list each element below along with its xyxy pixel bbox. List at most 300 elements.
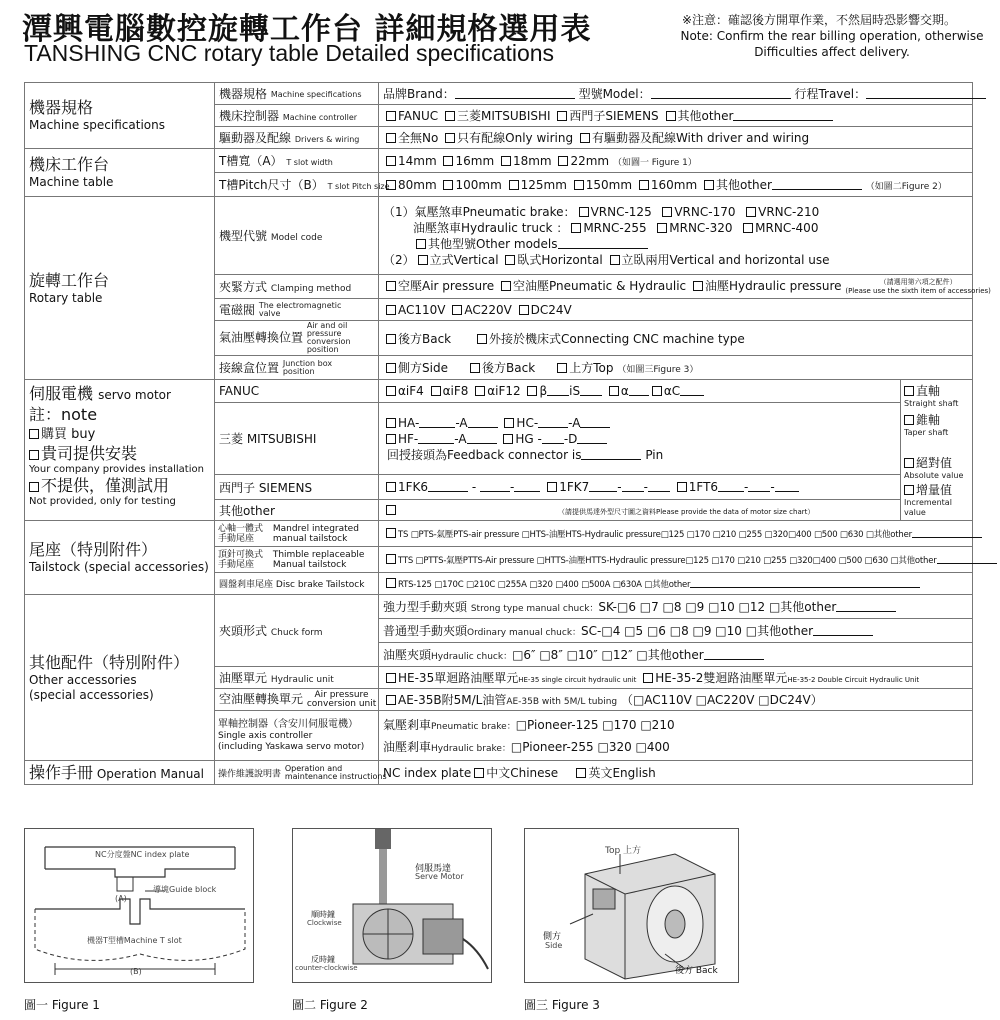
checkbox[interactable] (609, 386, 619, 396)
opt-aif8: αiF8 (442, 383, 469, 398)
f1-a-label: (A) (115, 894, 127, 903)
checkbox[interactable] (445, 111, 455, 121)
opt-22: 22mm (570, 153, 610, 168)
spec-table (24, 82, 991, 785)
checkbox[interactable] (509, 180, 519, 190)
checkbox[interactable] (386, 334, 396, 344)
field[interactable] (589, 482, 617, 492)
label-en2: Manual tailstock (272, 559, 347, 570)
label-zh: 接線盒位置 (219, 360, 280, 375)
row-label-tslot-width (215, 149, 379, 173)
checkbox[interactable] (519, 305, 529, 315)
note-label: 註：note (29, 405, 98, 424)
figure-note: （如圖二Figure 2） (865, 182, 947, 192)
row-label-valve (215, 299, 379, 321)
label-zh: 機床控制器 (219, 109, 280, 123)
label-en1: Mandrel integrated (272, 523, 359, 534)
f3-side-zh: 側方 (543, 932, 562, 942)
checkbox[interactable] (386, 554, 396, 564)
checkbox[interactable] (29, 482, 39, 492)
checkbox[interactable] (386, 180, 396, 190)
cat-zh: 操作手冊 (29, 762, 94, 782)
other-field[interactable] (733, 111, 833, 121)
opt-other: 其他other (677, 109, 734, 123)
checkbox[interactable] (558, 156, 568, 166)
label-zh2: 手動尾座 (218, 533, 255, 544)
checkbox[interactable] (574, 180, 584, 190)
sa1-en: Pneumatic brake： (431, 721, 516, 732)
options-text: TTS □PTTS-氣壓PTTS-Air pressure □HTTS-油壓HTTS-Hydraulic pressure□125 □170 □210 □255 □320□400 □500 □630 □其他other (398, 555, 937, 566)
cat-zh: 伺服電機 (29, 384, 94, 403)
servo-fanuc-label: FANUC (215, 380, 379, 403)
cat-machine (25, 83, 215, 149)
figure-2 (292, 828, 492, 983)
field[interactable] (514, 482, 540, 492)
air-opt: AE-35B附5M/L油管 (398, 693, 507, 707)
checkbox[interactable] (452, 305, 462, 315)
label-en1: Air pressure (314, 689, 369, 700)
checkbox[interactable] (386, 505, 396, 515)
air-voltage: （□AC110V □AC220V □DC24V） (620, 693, 823, 707)
opt-vrnc210: VRNC-210 (758, 204, 820, 219)
opt-siemens: 西門子SIEMENS (569, 109, 659, 123)
checkbox[interactable] (547, 482, 557, 492)
other-field[interactable] (704, 650, 764, 660)
sa2-opts: □Pioneer-255 □320 □400 (510, 739, 670, 754)
opt-1ft6: 1FT6 (688, 480, 719, 495)
opt-1fk7: 1FK7 (559, 480, 590, 495)
f3-top-label: Top 上方 (605, 846, 642, 856)
cat-en: Rotary table (29, 290, 103, 305)
manual-options (379, 761, 973, 785)
opt-chinese: 中文Chinese (486, 766, 559, 780)
f2-cw-zh: 順時鐘 (311, 910, 335, 919)
opt-150: 150mm (585, 178, 633, 192)
shaft-encoder-options (901, 380, 973, 521)
page-title-en: TANSHING CNC rotary table Detailed specifications (24, 40, 555, 66)
opt-other-model: 其他型號Other models (428, 236, 558, 251)
field[interactable] (418, 434, 454, 444)
label-zh2: 手動尾座 (218, 559, 255, 570)
checkbox[interactable] (386, 111, 396, 121)
checkbox[interactable] (431, 386, 441, 396)
suffix-d: -D (563, 431, 578, 446)
opt-1fk6: 1FK6 (398, 480, 429, 495)
opt-hg: HG - (515, 431, 542, 446)
row-label-disc-brake (215, 573, 379, 595)
field[interactable] (629, 386, 649, 396)
opt-ha: HA- (398, 415, 420, 430)
checkbox[interactable] (386, 386, 396, 396)
checkbox[interactable] (557, 363, 567, 373)
clamp-note-zh: （請選用第六項之配件） (879, 277, 957, 286)
opt-mrnc400: MRNC-400 (755, 220, 819, 235)
other-field[interactable] (772, 180, 862, 190)
chuck-strong (379, 595, 973, 619)
row-label-mandrel (215, 521, 379, 547)
drivers-options (379, 127, 973, 149)
field[interactable] (547, 386, 569, 396)
options-text: TS □PTS-氣壓PTS-air pressure □HTS-油壓HTS-Hydraulic pressure□125 □170 □210 □255 □320□400 □500 □630 □其他other (398, 529, 912, 540)
field[interactable] (577, 434, 607, 444)
opt-buy-row (29, 425, 210, 444)
checkbox[interactable] (501, 156, 511, 166)
opt-buy: 購買 buy (41, 427, 96, 442)
opt-straight-en: Straight shaft (904, 399, 959, 408)
figure-1-caption: 圖一 Figure 1 (24, 998, 100, 1012)
checkbox[interactable] (904, 458, 914, 468)
opt-incremental: 增量值 (916, 483, 953, 497)
checkbox[interactable] (904, 485, 914, 495)
ch1-en: Strong type manual chuck： (470, 604, 599, 614)
valve-options (379, 299, 973, 321)
checkbox[interactable] (743, 223, 753, 233)
pneumatic-brake-label: （1）氣壓煞車Pneumatic brake： (383, 204, 576, 219)
field[interactable] (580, 386, 602, 396)
label-en: Chuck form (270, 628, 323, 638)
label-zh: 夾緊方式 (219, 280, 268, 294)
opt-vertical: 立式Vertical (429, 252, 499, 267)
checkbox[interactable] (418, 255, 428, 265)
label-en: Model code (270, 233, 323, 243)
nc-label: NC index plate (383, 766, 472, 780)
opt-mrnc255: MRNC-255 (583, 220, 647, 235)
label-en: T slot width (286, 158, 333, 167)
checkbox[interactable] (557, 111, 567, 121)
opt-external: 外接於機床式Connecting CNC machine type (489, 331, 745, 346)
row-label-clamping (215, 275, 379, 299)
opt-incremental-en: Incremental value (904, 498, 952, 517)
ch3-zh: 油壓夾頭 (383, 648, 432, 662)
label-en: Disc brake Tailstock (275, 580, 365, 590)
checkbox[interactable] (386, 528, 396, 538)
checkbox[interactable] (386, 418, 396, 428)
checkbox[interactable] (386, 281, 396, 291)
opt-back: 後方Back (398, 331, 452, 346)
label-zh1: 心軸一體式 (218, 523, 264, 534)
suffix-a: -A (454, 431, 467, 446)
cat-en: servo motor (98, 388, 171, 402)
opt-mitsubishi: 三菱MITSUBISHI (456, 109, 551, 123)
tslot-pitch-options (379, 173, 973, 197)
sa1: 氣壓剎車 (383, 717, 432, 732)
opt-fanuc: FANUC (398, 109, 439, 123)
cat-en1: Other accessories (29, 672, 137, 687)
label-zh: 夾頭形式 (219, 624, 268, 638)
opt-vrnc125: VRNC-125 (590, 204, 652, 219)
checkbox[interactable] (445, 133, 455, 143)
feedback-field[interactable] (581, 450, 641, 460)
field[interactable] (480, 482, 510, 492)
label-en1: Thimble replaceable (272, 549, 365, 560)
mandrel-options (379, 521, 973, 547)
label-en1: Operation and (284, 763, 343, 773)
checkbox[interactable] (677, 482, 687, 492)
field[interactable] (468, 418, 498, 428)
cat-zh: 其他配件（特別附件） (29, 652, 190, 672)
label-en: Hydraulic unit (270, 675, 334, 685)
field[interactable] (648, 482, 670, 492)
checkbox[interactable] (639, 180, 649, 190)
checkbox[interactable] (666, 111, 676, 121)
row-label-conversion (215, 321, 379, 356)
air-opt-en: AE-35B with 5M/L tubing (506, 697, 618, 707)
checkbox[interactable] (416, 239, 426, 249)
opt-notprov: 不提供，僅測試用 (41, 476, 170, 495)
checkbox[interactable] (610, 255, 620, 265)
cat-machine-en: Machine specifications (29, 118, 165, 132)
label-en: Drivers & wiring (294, 135, 360, 144)
field[interactable] (775, 482, 799, 492)
ch2-en: Ordinary manual chuck： (467, 628, 582, 638)
checkbox[interactable] (470, 363, 480, 373)
row-label-air-conversion (215, 689, 379, 711)
ch2-opts: SC-□4 □5 □6 □8 □9 □10 □其他other (581, 624, 814, 638)
checkbox[interactable] (643, 673, 653, 683)
opt-wiring: 只有配線Only wiring (457, 131, 574, 145)
checkbox[interactable] (386, 482, 396, 492)
sa2-en: Hydraulic brake： (431, 743, 511, 754)
field[interactable] (538, 418, 568, 428)
row-label-tslot-pitch (215, 173, 390, 197)
model-code-options (379, 197, 973, 275)
checkbox[interactable] (386, 363, 396, 373)
row-label-hydraulic-unit (215, 667, 379, 689)
field[interactable] (419, 418, 455, 428)
opt-hc: HC- (516, 415, 539, 430)
checkbox[interactable] (657, 223, 667, 233)
ch3-en: Hydraulic chuck： (431, 652, 513, 662)
cat-tailstock (25, 521, 215, 595)
conversion-options (379, 321, 973, 356)
opt-none: 全無No (398, 131, 439, 145)
label-zh: T槽寬（A） (219, 154, 283, 168)
label-zh: 電磁閥 (219, 302, 256, 317)
checkbox[interactable] (386, 305, 396, 315)
opt-taper: 錐軸 (916, 413, 941, 427)
checkbox[interactable] (386, 673, 396, 683)
label-zh: 油壓單元 (219, 671, 268, 685)
opt-18: 18mm (512, 153, 552, 168)
label-zh: 驅動器及配線 (219, 131, 292, 145)
opt-100: 100mm (455, 178, 502, 192)
field[interactable] (680, 386, 704, 396)
checkbox[interactable] (29, 429, 39, 439)
orientation-label: （2） (383, 252, 415, 267)
other-field[interactable] (813, 626, 873, 636)
label-en2: maintenance instructions (284, 771, 387, 781)
cat-rotary (25, 197, 215, 380)
field[interactable] (580, 418, 610, 428)
notice-line-1: ※注意：確認後方開單作業，不然屆時恐影響交期。 (682, 13, 957, 27)
opt-other: 其他other (715, 178, 772, 192)
f2-cw-en: Clockwise (307, 919, 342, 927)
field[interactable] (622, 482, 644, 492)
label-en2: conversion unit (306, 698, 377, 709)
label: 三菱 MITSUBISHI (219, 432, 317, 447)
hyd2-en: HE-35-2 Double Circuit Hydraulic Unit (787, 676, 920, 684)
feedback-label: 回授接頭為Feedback connector is (387, 447, 582, 462)
figure-2-caption: 圖二 Figure 2 (292, 998, 368, 1012)
notice-line-2: Note: Confirm the rear billing operation, otherwise (680, 29, 984, 43)
checkbox[interactable] (443, 180, 453, 190)
opt-16: 16mm (455, 153, 495, 168)
checkbox[interactable] (29, 450, 39, 460)
checkbox[interactable] (386, 578, 396, 588)
ch1-opts: SK-□6 □7 □8 □9 □10 □12 □其他other (598, 600, 837, 614)
servo-mitsubishi-label (215, 402, 379, 475)
other-field[interactable] (690, 578, 920, 588)
opt-ac110: AC110V (398, 302, 446, 317)
model-label: 型號Model： (578, 87, 651, 101)
checkbox[interactable] (501, 281, 511, 291)
opt-dc24: DC24V (530, 302, 572, 317)
single-axis-options (379, 711, 973, 761)
checkbox[interactable] (477, 334, 487, 344)
field[interactable] (718, 482, 744, 492)
opt-both: 立臥兩用Vertical and horizontal use (621, 252, 830, 267)
clamping-options (379, 275, 991, 299)
other-field[interactable] (912, 528, 982, 538)
checkbox[interactable] (576, 768, 586, 778)
checkbox[interactable] (693, 281, 703, 291)
air-conversion-options (379, 689, 973, 711)
opt-beta: β (539, 383, 548, 398)
label-en: Machine controller (282, 113, 358, 122)
opt-notprov-row (29, 476, 210, 496)
notice-line-3: Difficulties affect delivery. (754, 45, 910, 59)
checkbox[interactable] (386, 434, 396, 444)
notice (672, 12, 992, 60)
f2-servo-zh: 伺服馬達 (415, 864, 452, 874)
checkbox[interactable] (474, 768, 484, 778)
field[interactable] (467, 434, 497, 444)
servo-siemens-options: 1FK6 - - 1FK7 - - 1FT6 - - (379, 475, 901, 500)
opt-80: 80mm (398, 178, 437, 192)
opt-air-hydraulic: 空油壓Pneumatic & Hydraulic (512, 279, 687, 294)
clamp-note-en: (Please use the sixth item of accessories) (845, 286, 991, 295)
other-field[interactable] (836, 602, 896, 612)
cat-zh: 旋轉工作台 (29, 270, 110, 290)
label-en: T slot Pitch size (327, 182, 390, 191)
cat-accessories (25, 595, 215, 761)
opt-vrnc170: VRNC-170 (674, 204, 736, 219)
checkbox[interactable] (443, 156, 453, 166)
figures (24, 828, 972, 1018)
checkbox[interactable] (386, 156, 396, 166)
label-en2: manual tailstock (272, 533, 348, 544)
opt-install: 貴司提供安裝 (41, 444, 138, 463)
other-field[interactable] (558, 239, 648, 249)
f3-back-label: 後方 Back (675, 966, 718, 976)
checkbox[interactable] (662, 207, 672, 217)
row-label-single-axis (215, 711, 379, 761)
ch1-zh: 強力型手動夾頭 (383, 600, 468, 614)
checkbox[interactable] (904, 386, 914, 396)
opt-hydraulic: 油壓Hydraulic pressure (704, 279, 842, 294)
checkbox[interactable] (746, 207, 756, 217)
checkbox[interactable] (386, 133, 396, 143)
thimble-options (379, 547, 973, 573)
brand-field[interactable] (455, 89, 575, 99)
cat-en: Tailstock (special accessories) (29, 560, 209, 574)
checkbox[interactable] (571, 223, 581, 233)
figure-note: （如圖三Figure 3） (617, 365, 699, 375)
travel-field[interactable] (866, 89, 986, 99)
checkbox[interactable] (503, 434, 513, 444)
checkbox[interactable] (652, 386, 662, 396)
checkbox[interactable] (504, 418, 514, 428)
label-zh: 單軸控制器（含安川伺服電機） (218, 719, 358, 730)
figure-note: （如圖一 Figure 1） (612, 157, 697, 168)
opt-top: 上方Top (569, 361, 614, 375)
other-note: （請提供馬達外型尺寸圖之資料Please provide the data of motor size chart） (558, 508, 815, 517)
opt-hf: HF- (398, 431, 419, 446)
opt-side: 側方Side (398, 361, 448, 375)
opt-taper-en: Taper shaft (904, 428, 949, 437)
checkbox[interactable] (475, 386, 485, 396)
opt-absolute: 絕對值 (916, 456, 953, 470)
other-field[interactable] (937, 554, 997, 564)
label-en: Junction box position (282, 359, 333, 377)
ch3-opts: □6″ □8″ □10″ □12″ □其他other (512, 648, 704, 662)
row-label-machine-spec (215, 83, 379, 105)
label-en1: Single axis controller (218, 731, 313, 741)
figure-1 (24, 828, 254, 983)
servo-other-label (215, 500, 379, 521)
opt-160: 160mm (650, 178, 698, 192)
model-field[interactable] (651, 89, 791, 99)
checkbox[interactable] (386, 695, 396, 705)
opt-air: 空壓Air pressure (398, 279, 495, 294)
cat-manual (25, 761, 215, 785)
opt-driver-wiring: 有驅動器及配線With driver and wiring (591, 131, 810, 145)
checkbox[interactable] (580, 133, 590, 143)
opt-ac220: AC220V (464, 302, 512, 317)
label-en: Machine specifications (270, 89, 362, 99)
field[interactable] (542, 434, 564, 444)
opt-absolute-en: Absolute value (904, 471, 964, 480)
servo-other-options (379, 500, 901, 521)
label-en: Air and oil pressure conversion position (306, 321, 351, 354)
ch2-zh: 普通型手動夾頭 (383, 624, 468, 638)
label-en2: (including Yaskawa servo motor) (218, 742, 365, 752)
sa2: 油壓剎車 (383, 739, 432, 754)
checkbox[interactable] (904, 415, 914, 425)
brand-label: 品牌Brand： (383, 87, 455, 101)
servo-title (29, 384, 210, 405)
travel-label: 行程Travel： (794, 87, 867, 101)
opt-aif12: αiF12 (487, 383, 521, 398)
opt-horizontal: 臥式Horizontal (517, 252, 603, 267)
cat-machine-table (25, 149, 215, 197)
checkbox[interactable] (505, 255, 515, 265)
label: 其他other (219, 503, 275, 518)
field[interactable] (428, 482, 468, 492)
label-zh: 機器規格 (219, 87, 268, 101)
checkbox[interactable] (579, 207, 589, 217)
checkbox[interactable] (527, 386, 537, 396)
opt-14: 14mm (398, 153, 437, 168)
checkbox[interactable] (704, 180, 714, 190)
opt-straight: 直軸 (916, 384, 941, 398)
field[interactable] (748, 482, 770, 492)
label-zh: 氣油壓轉換位置 (219, 330, 304, 345)
figure-3-caption: 圖三 Figure 3 (524, 998, 600, 1012)
cat-zh: 機床工作台 (29, 155, 110, 174)
opt-alpha: α (620, 383, 629, 398)
servo-siemens-label (215, 475, 379, 500)
